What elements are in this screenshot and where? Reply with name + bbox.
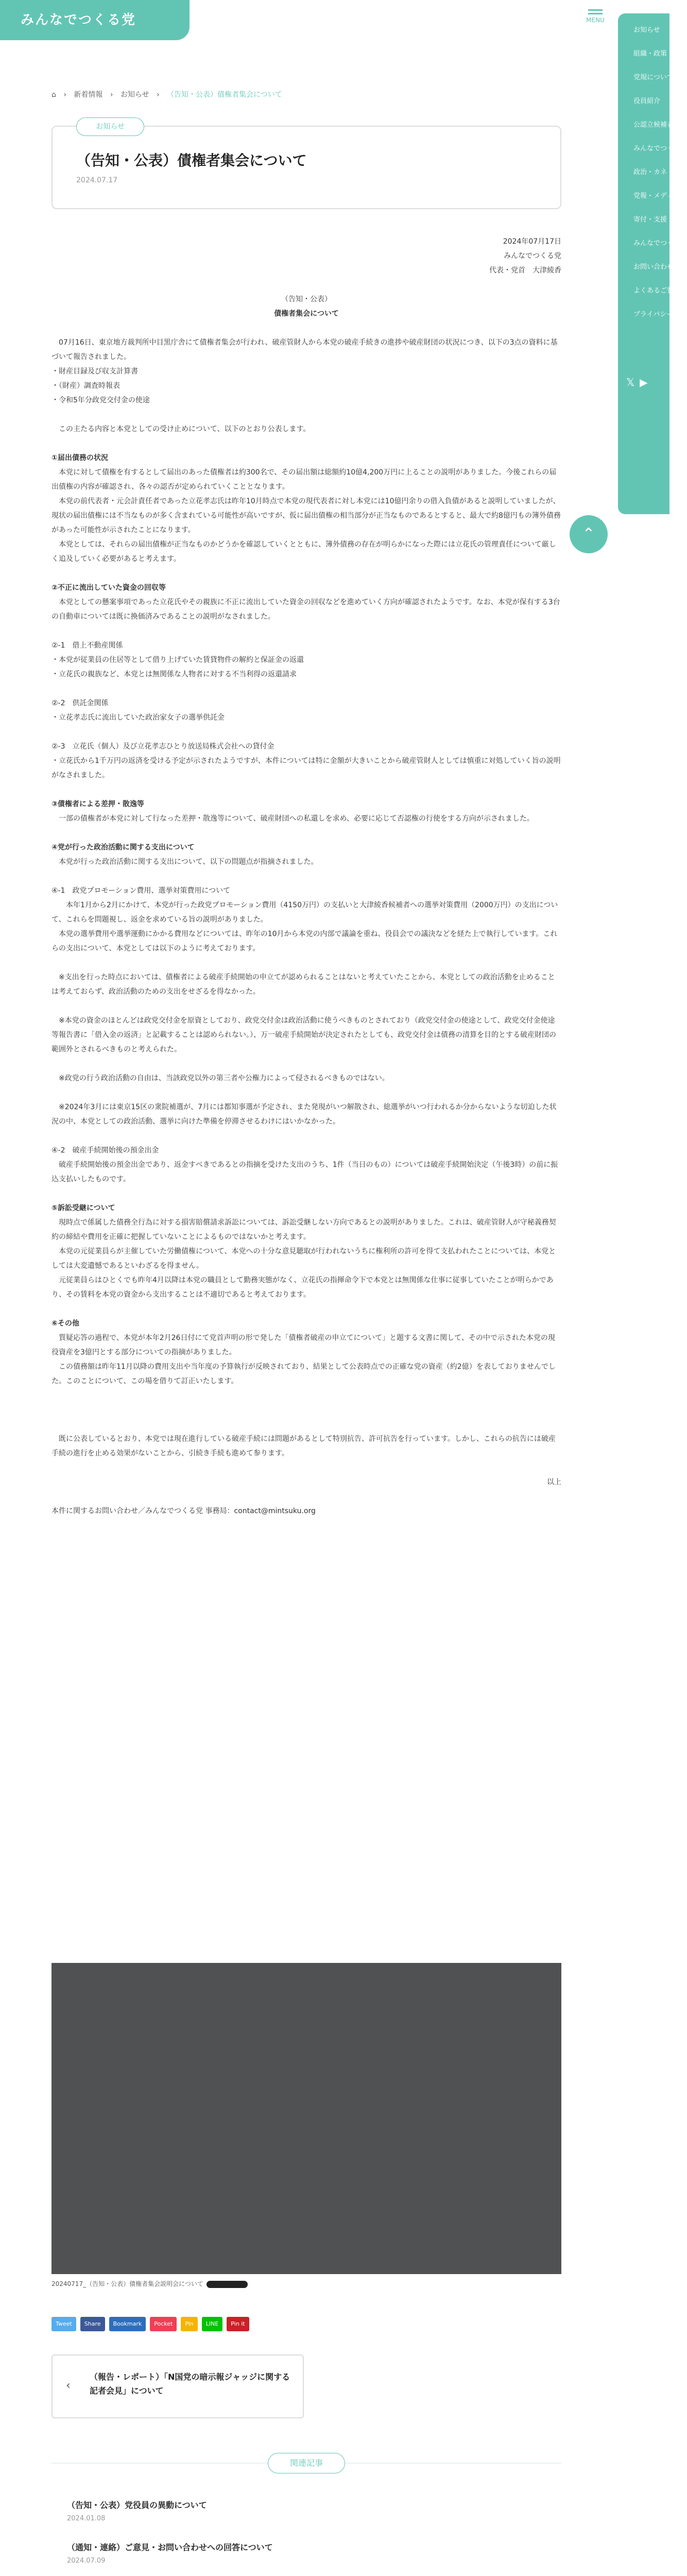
prev-post-title: （報告・レポート）「N国党の暗示報ジャッジに関する記者会見」について xyxy=(90,2372,290,2396)
article-paragraph xyxy=(51,869,561,884)
article-paragraph: 既に公表しているとおり、本党では現在進行している破産手続には問題があるとして特別抗告、許可抗告を行っています。しかし、これらの抗告には破産手続の進行を止める効果がないことから、引続き手続も進めて参ります。 xyxy=(51,1435,556,1458)
article-paragraph: ⑤訴訟受継について xyxy=(51,1204,115,1212)
sidebar-item[interactable]: 寄付・支援 xyxy=(633,216,667,224)
chevron-left-icon: ‹ xyxy=(66,2379,71,2392)
article-paragraph: ②-1 借上不動産関係 xyxy=(51,641,123,650)
sidebar-item[interactable]: みんなでつくる党 xyxy=(633,145,687,152)
article-paragraph: ・立花氏から1千万円の返済を受ける予定が示されたようですが、本件については特に金額が大きいことから破産管財人としては慎重に対処していく旨の説明がなされました。 xyxy=(51,757,561,779)
article-paragraph: 破産手続開始後の預金出金であり、返金すべきであるとの指摘を受けた支出のうち、1件（当日のもの）については破産手続開始決定（午後3時）の前に振込支払いしたものです。 xyxy=(51,1161,558,1183)
share-button[interactable]: Share xyxy=(80,2317,105,2331)
article-paragraph: ④-1 政党プロモーション費用、選挙対策費用について xyxy=(51,887,231,895)
related-item-date: 2024.01.08 xyxy=(67,2515,106,2522)
related-item[interactable] xyxy=(51,2541,561,2576)
article-paragraph xyxy=(51,408,561,422)
article-paragraph: ②不正に流出していた資金の回収等 xyxy=(51,584,166,592)
site-logo[interactable]: みんなでつくる党 xyxy=(0,0,190,40)
article-paragraph: 本件に関するお問い合わせ／みんなでつくる党 事務局：contact@mintsuku.org xyxy=(51,1507,316,1515)
sidebar-item[interactable]: 政治・カネ xyxy=(633,168,667,176)
article-paragraph xyxy=(51,956,561,970)
article-paragraph: ※本党の資金のほとんどは政党交付金を原資としており、政党交付金は政治活動に使うべきものとされており（政党交付金の使途として、政党交付金使途等報告書に「借入金の返済」と記載することは認められない。）、万一破産手続開始が決定されたとしても、政党交付金は債務の清算を目的とする破産財団の範囲外とされるべきものと考えられた。 xyxy=(51,1016,556,1054)
article-paragraph: ・令和5年分政党交付金の使途 xyxy=(51,396,150,404)
home-icon[interactable]: ⌂ xyxy=(51,91,56,99)
article-paragraph: 債権者集会について xyxy=(274,310,339,318)
related-list xyxy=(51,2499,561,2576)
article-paragraph: ②-2 供託金関係 xyxy=(51,699,109,707)
article-paragraph: ・（財産）調査時報表 xyxy=(51,382,120,390)
article-paragraph: ④-2 破産手続開始後の預金出金 xyxy=(51,1146,159,1155)
article-paragraph xyxy=(51,566,561,581)
video-player[interactable] xyxy=(51,1963,561,2274)
article-paragraph xyxy=(51,624,561,638)
breadcrumb-item-news[interactable]: 新着情報 xyxy=(74,91,103,99)
sidebar-nav xyxy=(618,13,687,514)
article-paragraph xyxy=(51,1129,561,1143)
article-paragraph: 07月16日、東京地方裁判所中目黒庁舎にて債権者集会が行われ、破産管財人から本党の破産手続きの進捗や破産財団の状況につき、以下の3点の資料に基づいて報告されました。 xyxy=(51,338,558,361)
article-paragraph xyxy=(51,1489,561,1504)
sidebar-item[interactable]: 党報・メディア xyxy=(633,192,680,200)
x-icon[interactable]: 𝕏 xyxy=(626,376,635,388)
article-paragraph: ※2024年3月には東京15区の衆院補選が、7月には都知事選が予定され、また発現がいつ解散され、総選挙がいつ行われるか分からないような切迫した状況の中、本党としての政治活動、選挙に向けた準備を停滞させるわけにはいかなかった。 xyxy=(51,1103,557,1126)
article-paragraph: 質疑応答の過程で、本党が本年2月26日付にて党首声明の形で発した「債権者破産の申立てについて」と題する文書に関して、その中で示された本党の現役資産を3億円とする部分についての指摘がありました。 xyxy=(51,1334,555,1357)
sidebar-item[interactable]: 組織・政策 xyxy=(633,50,667,58)
page-title: （告知・公表）債権者集会について xyxy=(76,152,307,169)
sidebar-item[interactable]: 公認立候補者 xyxy=(633,121,674,129)
share-button[interactable]: LINE xyxy=(202,2317,223,2331)
sidebar-item[interactable]: お問い合わせ xyxy=(633,263,674,271)
article-paragraph xyxy=(51,725,561,739)
scroll-to-top-button[interactable]: ⌃ xyxy=(570,515,608,553)
article-paragraph: ※政党の行う政治活動の自由は、当該政党以外の第三者や公権力によって侵されるべきものではない。 xyxy=(51,1074,389,1082)
article-paragraph xyxy=(51,826,561,840)
article-paragraph: 以上 xyxy=(547,1478,561,1486)
article-paragraph: ①届出債務の状況 xyxy=(51,454,108,462)
article-paragraph xyxy=(51,999,561,1013)
article-paragraph xyxy=(51,682,561,696)
article-paragraph xyxy=(51,1187,561,1201)
article-paragraph: ・立花孝志氏に流出していた政治家女子の選挙供託金 xyxy=(51,714,225,722)
caption-badge xyxy=(207,2281,248,2288)
post-date: 2024.07.17 xyxy=(76,176,118,184)
sidebar-item[interactable]: 役員紹介 xyxy=(633,97,661,105)
share-button[interactable]: Pocket xyxy=(150,2317,177,2331)
sidebar-item[interactable]: プライバシー xyxy=(633,311,674,318)
article-paragraph: ⑥その他 xyxy=(51,1319,79,1328)
article-paragraph: 本党が行った政治活動に関する支出について、以下の問題点が指摘されました。 xyxy=(51,858,318,866)
article-paragraph xyxy=(51,1403,561,1417)
related-item-date: 2024.07.09 xyxy=(67,2557,106,2565)
article-paragraph: 現時点で係属した債務全行為に対する損害賠償請求訴訟については、訴訟受継しない方向であるとの説明がありました。これは、破産管財人が守秘義務契約の締結や費用を正確に把握していないことによるものではないかと考えます。 xyxy=(51,1218,556,1241)
video-caption-text: 20240717_（告知・公表）債権者集会説明会について xyxy=(51,2280,203,2287)
article-paragraph: 元従業員らはひとくでも昨年4月以降は本党の職員として勤務実態がなく、立花氏の指揮命令下で本党とは無関係な仕事に従事していたことが明らかであり、その賃料を本党の資金から支出することは不適切であると考えております。 xyxy=(51,1276,554,1299)
article-paragraph: ・立花氏の親族など、本党とは無関係な人物者に対する不当利得の返還請求 xyxy=(51,670,297,679)
article-paragraph: ・本党が従業員の住居等として借り上げていた賃貸物件の解約と保証金の返還 xyxy=(51,656,304,664)
sidebar-item[interactable]: みんなでつくる党 xyxy=(633,240,687,247)
article-paragraph xyxy=(51,1461,561,1475)
article-paragraph: 2024年07月17日 xyxy=(503,238,561,246)
share-button[interactable]: Bookmark xyxy=(109,2317,146,2331)
article-paragraph xyxy=(51,278,561,292)
menu-label: MENU xyxy=(586,16,605,24)
article-paragraph: みんなでつくる党 xyxy=(504,252,561,260)
share-button[interactable]: Tweet xyxy=(51,2317,76,2331)
breadcrumb-sep: › xyxy=(63,91,66,99)
article-paragraph: 本年1月から2月にかけて、本党が行った政党プロモーション費用（4150万円）の支払いと大津綾香候補者への選挙対策費用（2000万円）の支出について、これらを問題視し、返金を求めている旨の説明がありました。 xyxy=(51,901,558,924)
menu-button[interactable] xyxy=(581,7,610,34)
article-paragraph xyxy=(51,1086,561,1100)
related-item-title: （通知・連絡）ご意見・お問い合わせへの回答について xyxy=(67,2543,273,2552)
breadcrumb-sep: › xyxy=(110,91,113,99)
sidebar-social xyxy=(626,376,653,388)
sidebar-item[interactable]: お知らせ xyxy=(633,26,660,34)
sidebar-item[interactable]: よくあるご質問 xyxy=(633,287,681,295)
category-badge[interactable]: お知らせ xyxy=(76,117,144,136)
breadcrumb-current: （告知・公表）債権者集会について xyxy=(167,91,282,99)
article-paragraph: ④党が行った政治活動に関する支出について xyxy=(51,843,195,852)
article-paragraph: 本党としての懸案事項であった立花氏やその親族に不正に流出していた資金の回収などを進めていく方向が確認されたようです。なお、本党が保有する3台の自動車については既に換価済みであることの説明がなされました。 xyxy=(51,598,560,621)
article-paragraph: 代表・党首 大津綾香 xyxy=(489,266,561,275)
breadcrumb-item-notice[interactable]: お知らせ xyxy=(120,91,149,99)
article-paragraph: ※支出を行った時点においては、債権者による破産手続開始の申立てが認められることはないと考えていたことから、本党としての政治活動を止めることは考えておらず、政治活動のための支出をせざるを得なかった。 xyxy=(51,973,555,996)
article-paragraph: ②-3 立花氏（個人）及び立花孝志ひとり放送局株式会社への貸付金 xyxy=(51,742,274,751)
share-button[interactable]: Pin it xyxy=(227,2317,249,2331)
related-item[interactable] xyxy=(51,2499,561,2541)
menu-icon xyxy=(588,9,603,11)
video-caption xyxy=(51,2279,248,2288)
article-paragraph xyxy=(51,321,561,335)
article-paragraph xyxy=(51,1057,561,1071)
sidebar-item[interactable]: 党規について xyxy=(633,74,674,81)
breadcrumb-sep: › xyxy=(156,91,160,99)
breadcrumb xyxy=(51,89,287,99)
article-paragraph xyxy=(51,783,561,797)
prev-post-link[interactable] xyxy=(51,2354,304,2418)
article-body xyxy=(51,234,561,1518)
related-item-title: （告知・公表）党役員の異動について xyxy=(67,2500,207,2510)
article-paragraph xyxy=(51,1302,561,1316)
share-button[interactable]: Pin xyxy=(181,2317,197,2331)
article-paragraph: ・財産目録及び収支計算書 xyxy=(51,367,138,376)
article-paragraph: 本党に対して債権を有するとして届出のあった債権者は約300名で、その届出額は総額約10億4,200万円に上ることの説明がありました。今後これらの届出債権の内容が確認され、各々の認否が定められていくこととなります。 xyxy=(51,468,557,491)
article-paragraph xyxy=(51,1388,561,1403)
article-paragraph: 本党としては、それらの届出債権が正当なものかどうかを確認していくとともに、簿外債務の存在が明らかになった際には立花氏の管理責任について厳しく追及していく必要があると考えます。 xyxy=(51,540,556,563)
article-paragraph: 本党の前代表者・元会計責任者であった立花孝志氏は昨年10月時点で本党の現代表者に対し本党には10億円余りの借入負債があると説明していましたが、現状の届出債権には不当なものが多く含まれている可能性が高いですが、仮に届出債権の相当部分が正当なものであるとすると、最大で約8億円もの簿外債務があった可能性が示されたことになります。 xyxy=(51,497,561,534)
article-paragraph: この主たる内容と本党としての受け止めについて、以下のとおり公表します。 xyxy=(51,425,311,433)
menu-icon-bar xyxy=(588,13,603,14)
related-heading: 関連記事 xyxy=(268,2453,345,2473)
article-paragraph: ③債権者による差押・散逸等 xyxy=(51,800,144,808)
article-paragraph: 本党の選挙費用や選挙運動にかかる費用などについては、昨年の10月から本党の内部で議論を重ね、役員会での議決などを経た上で執行しています。これらの支出について、本党としては以下のように考えております。 xyxy=(51,930,558,953)
article-paragraph: （告知・公表） xyxy=(281,295,332,303)
article-paragraph: 一部の債権者が本党に対して行なった差押・散逸等について、破産財団への私還しを求め、必要に応じて否認権の行使をする方向が示されました。 xyxy=(51,815,534,823)
article-paragraph xyxy=(51,1417,561,1432)
article-paragraph: この債務額は昨年11月以降の費用支出や当年度の予算執行が反映されており、結果として公表時点での正確な党の資産（約2億）を表しておりませんでした。このことについて、この場を借りて訂正いたします。 xyxy=(51,1363,556,1385)
article-paragraph xyxy=(51,436,561,451)
article-paragraph: 本党の元従業員らが主催していた労働債権について、本党への十分な意見聴取が行われないうちに権利所の許可を得て支払われたことについては、本党としては大変遺憾であるといわざるを得ません。 xyxy=(51,1247,556,1270)
share-buttons xyxy=(51,2317,253,2331)
youtube-icon[interactable]: ▶ xyxy=(640,376,648,388)
